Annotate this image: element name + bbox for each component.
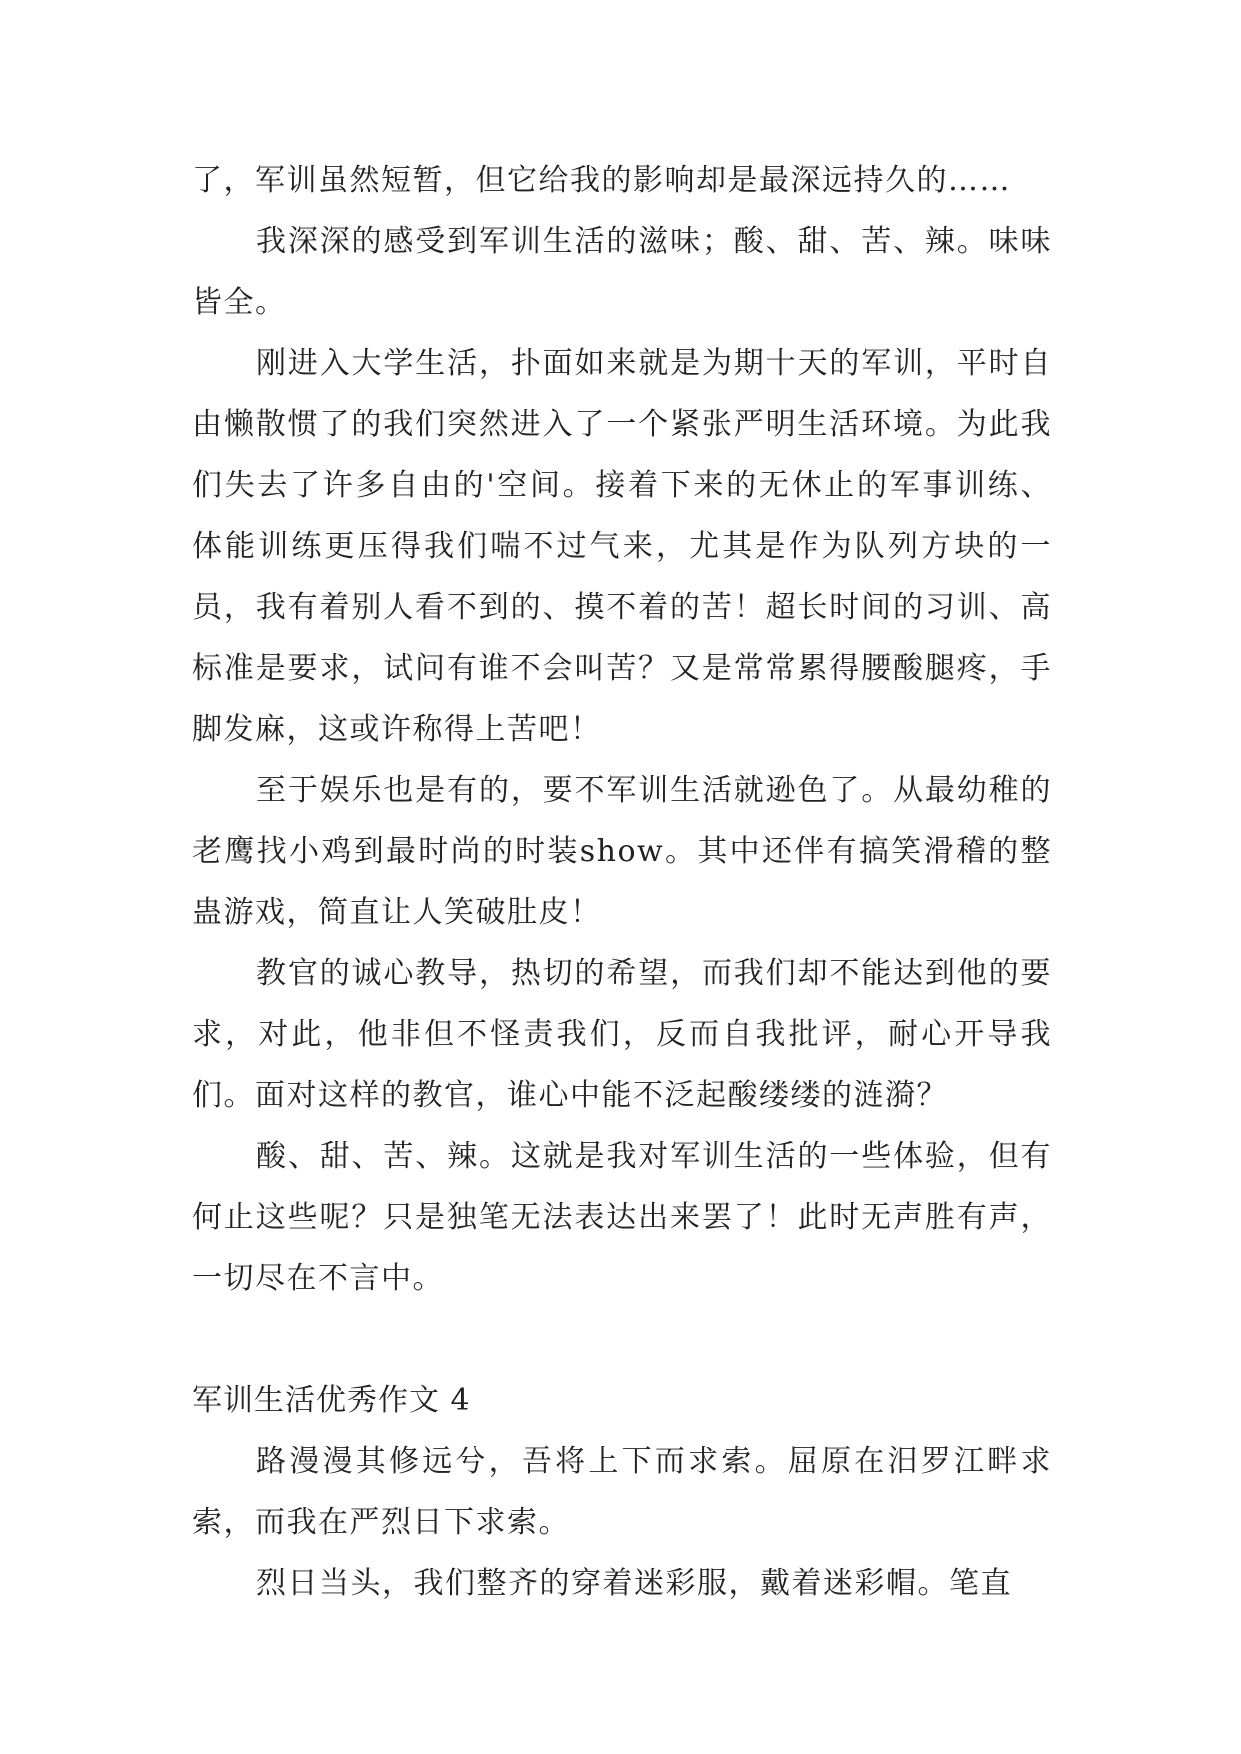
paragraph: 刚进入大学生活，扑面如来就是为期十天的军训，平时自由懒散惯了的我们突然进入了一个紧张严明生活环境。为此我们失去了许多自由的'空间。接着下来的无休止的军事训练、体能训练更压得我们喘不过气来，尤其是作为队列方块的一员，我有着别人看不到的、摸不着的苦！超长时间的习训、高标准是要求，试问有谁不会叫苦？又是常常累得腰酸腿疼，手脚发麻，这或许称得上苦吧！ [192, 346, 1052, 747]
document-page [192, 150, 1052, 1614]
section-heading: 军训生活优秀作文 4 [192, 1383, 471, 1418]
paragraph: 我深深的感受到军训生活的滋味；酸、甜、苦、辣。味味皆全。 [192, 224, 1052, 320]
paragraph: 酸、甜、苦、辣。这就是我对军训生活的一些体验，但有何止这些呢？只是独笔无法表达出来罢了！此时无声胜有声，一切尽在不言中。 [192, 1139, 1052, 1296]
paragraph: 教官的诚心教导，热切的希望，而我们却不能达到他的要求，对此，他非但不怪责我们，反而自我批评，耐心开导我们。面对这样的教官，谁心中能不泛起酸缕缕的涟漪？ [192, 956, 1052, 1113]
section-spacer [192, 1309, 1052, 1370]
paragraph: 至于娱乐也是有的，要不军训生活就逊色了。从最幼稚的老鹰找小鸡到最时尚的时装show。其中还伴有搞笑滑稽的整蛊游戏，简直让人笑破肚皮！ [192, 773, 1052, 930]
paragraph: 烈日当头，我们整齐的穿着迷彩服，戴着迷彩帽。笔直 [256, 1566, 1012, 1601]
paragraph: 路漫漫其修远兮，吾将上下而求索。屈原在汨罗江畔求索，而我在严烈日下求索。 [192, 1444, 1052, 1540]
paragraph-continuation: 了，军训虽然短暂，但它给我的影响却是最深远持久的…… [192, 163, 1011, 198]
